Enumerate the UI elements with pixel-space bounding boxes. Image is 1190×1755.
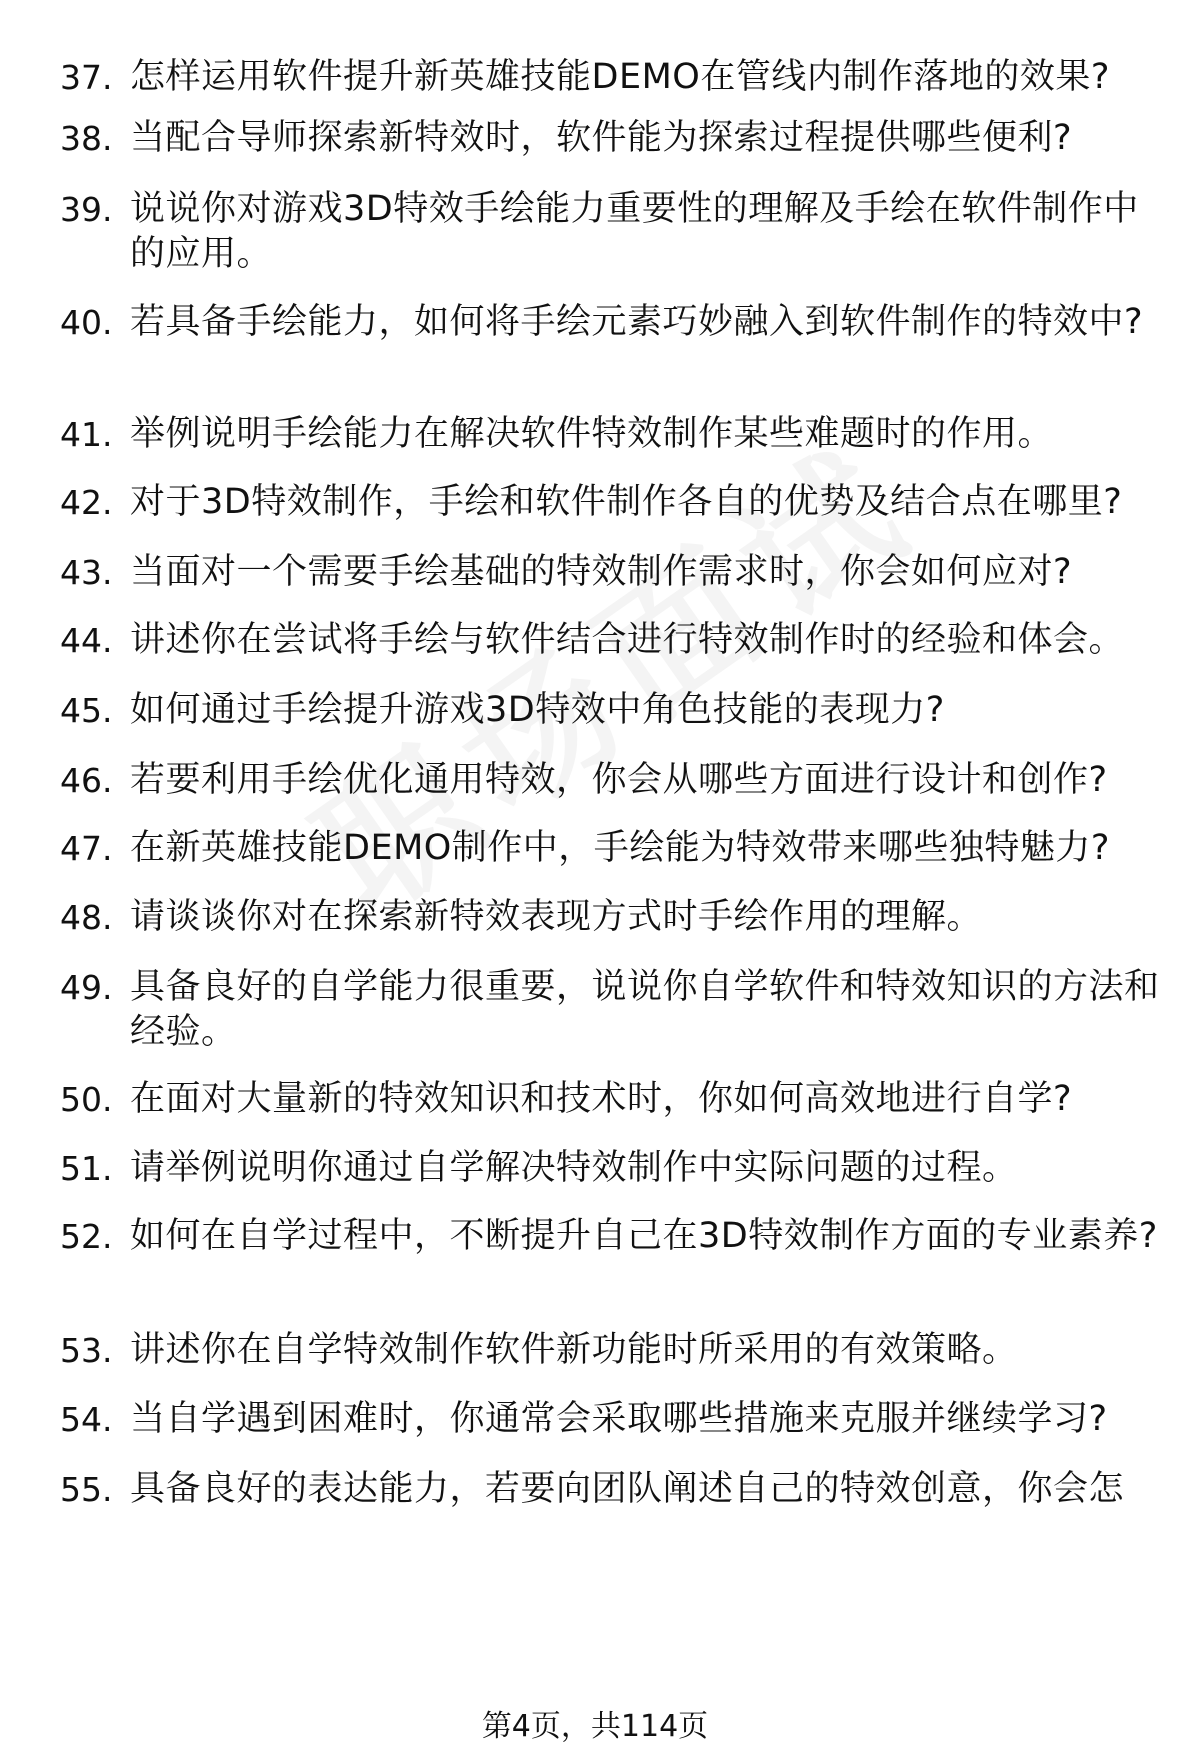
question-number: 45. [60,691,113,730]
question-text: 举例说明手绘能力在解决软件特效制作某些难题时的作用。 [130,414,1054,454]
question-text: 若具备手绘能力，如何将手绘元素巧妙融入到软件制作的特效中? [130,302,1144,342]
question-number: 55. [60,1470,113,1509]
question-number: 43. [60,553,113,592]
question-number: 48. [60,898,113,937]
question-text: 讲述你在尝试将手绘与软件结合进行特效制作时的经验和体会。 [130,620,1125,660]
question-number: 42. [60,483,113,522]
question-number: 41. [60,415,113,454]
question-number: 39. [60,190,113,229]
question-text: 若要利用手绘优化通用特效，你会从哪些方面进行设计和创作? [130,760,1108,800]
question-text: 当配合导师探索新特效时，软件能为探索过程提供哪些便利? [130,118,1073,158]
question-number: 52. [60,1217,113,1256]
question-text: 如何在自学过程中，不断提升自己在3D特效制作方面的专业素养? [130,1216,1158,1256]
question-text: 请举例说明你通过自学解决特效制作中实际问题的过程。 [130,1148,1018,1188]
question-text: 具备良好的自学能力很重要，说说你自学软件和特效知识的方法和经验。 [130,967,1160,1052]
question-text: 请谈谈你对在探索新特效表现方式时手绘作用的理解。 [130,897,983,937]
question-number: 53. [60,1331,113,1370]
question-text: 当自学遇到困难时，你通常会采取哪些措施来克服并继续学习? [130,1399,1108,1439]
question-number: 51. [60,1149,113,1188]
question-number: 46. [60,761,113,800]
page-number-footer: 第4页，共114页 [481,1709,709,1744]
question-number: 49. [60,968,113,1007]
question-number: 47. [60,829,113,868]
question-text: 说说你对游戏3D特效手绘能力重要性的理解及手绘在软件制作中的应用。 [130,189,1139,274]
question-text: 在面对大量新的特效知识和技术时，你如何高效地进行自学? [130,1079,1073,1119]
question-number: 50. [60,1080,113,1119]
question-text: 讲述你在自学特效制作软件新功能时所采用的有效策略。 [130,1330,1018,1370]
question-text: 如何通过手绘提升游戏3D特效中角色技能的表现力? [130,690,945,730]
question-number: 38. [60,119,113,158]
question-text: 当面对一个需要手绘基础的特效制作需求时，你会如何应对? [130,552,1073,592]
question-number: 40. [60,303,113,342]
question-text: 具备良好的表达能力，若要向团队阐述自己的特效创意，你会怎 [130,1469,1125,1509]
question-number: 54. [60,1400,113,1439]
question-text: 对于3D特效制作，手绘和软件制作各自的优势及结合点在哪里? [130,482,1123,522]
question-number: 37. [60,58,113,97]
question-text: 怎样运用软件提升新英雄技能DEMO在管线内制作落地的效果? [130,57,1110,97]
question-number: 44. [60,621,113,660]
question-text: 在新英雄技能DEMO制作中，手绘能为特效带来哪些独特魅力? [130,828,1110,868]
